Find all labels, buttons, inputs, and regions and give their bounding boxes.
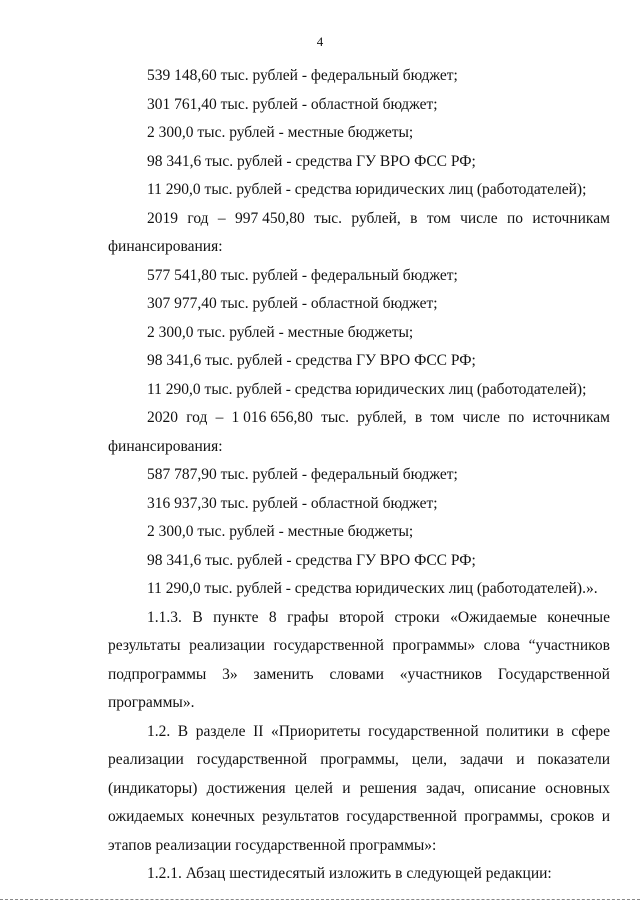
paragraph-line: программы». bbox=[108, 694, 195, 711]
word: достижения bbox=[206, 780, 286, 797]
paragraph-line: 11 290,0 тыс. рублей - средства юридических лиц (работодателей); bbox=[147, 181, 587, 198]
word: «участников bbox=[399, 666, 483, 683]
page-number: 4 bbox=[316, 34, 324, 49]
word: результаты bbox=[108, 637, 181, 654]
word: Государственной bbox=[497, 666, 610, 683]
word: задач, bbox=[426, 780, 465, 797]
word: «Приоритеты bbox=[270, 723, 361, 740]
word: сфере bbox=[571, 723, 610, 740]
word: 2019 bbox=[147, 210, 178, 227]
paragraph-line: 539 148,60 тыс. рублей - федеральный бюджет; bbox=[147, 67, 458, 84]
word: и bbox=[601, 808, 610, 825]
word: 8 bbox=[268, 609, 277, 626]
word: ожидаемых bbox=[108, 808, 184, 825]
word: программы, bbox=[320, 751, 399, 768]
justified-line bbox=[108, 637, 610, 655]
word: разделе bbox=[195, 723, 246, 740]
paragraph-line: 301 761,40 тыс. рублей - областной бюджет; bbox=[147, 96, 438, 113]
word: целей bbox=[294, 780, 333, 797]
word: слова bbox=[483, 637, 521, 654]
paragraph-line: 587 787,90 тыс. рублей - федеральный бюджет; bbox=[147, 466, 458, 483]
word: по bbox=[507, 210, 524, 227]
word: том bbox=[430, 409, 455, 426]
word: основных bbox=[545, 780, 610, 797]
word: государственной bbox=[368, 723, 479, 740]
paragraph-line: 2 300,0 тыс. рублей - местные бюджеты; bbox=[147, 124, 414, 141]
word: тыс. bbox=[321, 409, 350, 426]
word: год bbox=[186, 409, 208, 426]
paragraph-line: 577 541,80 тыс. рублей - федеральный бюджет; bbox=[147, 267, 458, 284]
paragraph-line: 98 341,6 тыс. рублей - средства ГУ ВРО ФСС РФ; bbox=[147, 153, 476, 170]
paragraph-line: финансирования: bbox=[108, 438, 223, 455]
word: государственной bbox=[346, 808, 457, 825]
word: государственной bbox=[196, 751, 308, 768]
word: цели, bbox=[411, 751, 447, 768]
word: источникам bbox=[532, 210, 610, 227]
word: описание bbox=[474, 780, 536, 797]
justified-line bbox=[108, 666, 610, 684]
word: В bbox=[177, 723, 189, 740]
justified-line bbox=[108, 808, 610, 826]
word: заменить bbox=[253, 666, 314, 683]
word: и bbox=[516, 751, 525, 768]
word: конечных bbox=[191, 808, 255, 825]
word: 1.2. bbox=[147, 723, 171, 740]
justified-line bbox=[147, 609, 610, 627]
paragraph-line: финансирования: bbox=[108, 238, 223, 255]
word: подпрограммы bbox=[108, 666, 207, 683]
word: конечные bbox=[547, 609, 610, 626]
word: 1 016 656,80 bbox=[231, 409, 313, 426]
word: программы, bbox=[464, 808, 543, 825]
paragraph-line: 11 290,0 тыс. рублей - средства юридических лиц (работодателей).». bbox=[147, 580, 598, 597]
word: сроков bbox=[550, 808, 595, 825]
paragraph-line: 2 300,0 тыс. рублей - местные бюджеты; bbox=[147, 324, 414, 341]
paragraph-line: 1.2.1. Абзац шестидесятый изложить в следующей редакции: bbox=[147, 865, 552, 882]
bottom-rule bbox=[0, 899, 640, 900]
justified-line bbox=[147, 210, 610, 228]
word: 997 450,80 bbox=[235, 210, 305, 227]
word: графы bbox=[287, 609, 329, 626]
word: решения bbox=[359, 780, 417, 797]
word: показатели bbox=[537, 751, 610, 768]
word: 3» bbox=[222, 666, 238, 683]
word: 1.1.3. bbox=[147, 609, 182, 626]
word: задачи bbox=[459, 751, 504, 768]
word: том bbox=[426, 210, 451, 227]
word: государственной bbox=[273, 637, 384, 654]
word: пункте bbox=[213, 609, 259, 626]
word: – bbox=[217, 210, 226, 227]
justified-line bbox=[108, 780, 610, 798]
paragraph-line: этапов реализации государственной программы»: bbox=[108, 837, 437, 854]
word: в bbox=[410, 210, 418, 227]
word: 2020 bbox=[147, 409, 178, 426]
justified-line bbox=[147, 723, 610, 741]
word: словами bbox=[329, 666, 384, 683]
paragraph-line: 307 977,40 тыс. рублей - областной бюджет; bbox=[147, 295, 438, 312]
word: (индикаторы) bbox=[108, 780, 198, 797]
word: В bbox=[192, 609, 203, 626]
paragraph-line: 2 300,0 тыс. рублей - местные бюджеты; bbox=[147, 523, 414, 540]
paragraph-line: 98 341,6 тыс. рублей - средства ГУ ВРО ФСС РФ; bbox=[147, 552, 476, 569]
word: источникам bbox=[532, 409, 610, 426]
word: программы» bbox=[392, 637, 476, 654]
word: строки bbox=[394, 609, 440, 626]
word: “участников bbox=[528, 637, 610, 654]
word: второй bbox=[339, 609, 385, 626]
word: тыс. bbox=[314, 210, 343, 227]
paragraph-line: 316 937,30 тыс. рублей - областной бюджет; bbox=[147, 495, 438, 512]
word: в bbox=[414, 409, 423, 426]
paragraph-line: 98 341,6 тыс. рублей - средства ГУ ВРО ФСС РФ; bbox=[147, 352, 476, 369]
word: реализации bbox=[108, 751, 184, 768]
word: и bbox=[342, 780, 351, 797]
word: «Ожидаемые bbox=[450, 609, 537, 626]
word: рублей, bbox=[351, 210, 401, 227]
word: – bbox=[215, 409, 224, 426]
word: результатов bbox=[262, 808, 340, 825]
word: год bbox=[187, 210, 209, 227]
justified-line bbox=[147, 409, 610, 427]
word: рублей, bbox=[357, 409, 407, 426]
word: реализации bbox=[189, 637, 265, 654]
justified-line bbox=[108, 751, 610, 769]
word: числе bbox=[460, 210, 498, 227]
word: политики bbox=[486, 723, 549, 740]
word: по bbox=[508, 409, 525, 426]
word: II bbox=[253, 723, 264, 740]
word: в bbox=[556, 723, 564, 740]
paragraph-line: 11 290,0 тыс. рублей - средства юридических лиц (работодателей); bbox=[147, 381, 587, 398]
word: числе bbox=[462, 409, 501, 426]
